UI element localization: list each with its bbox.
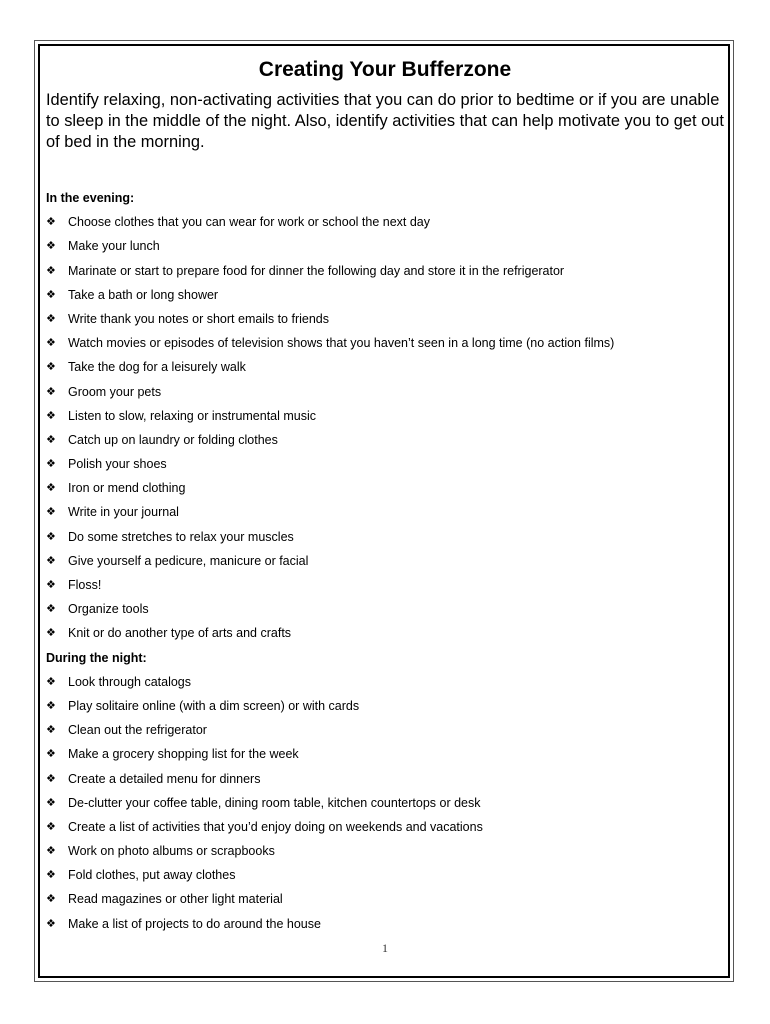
diamond-bullet-icon: ❖ bbox=[46, 627, 56, 640]
list-item-text: Make a grocery shopping list for the week bbox=[68, 747, 299, 762]
list-item-text: Organize tools bbox=[68, 602, 149, 617]
list-item-text: Do some stretches to relax your muscles bbox=[68, 529, 294, 544]
list-item-text: Give yourself a pedicure, manicure or facial bbox=[68, 553, 309, 568]
diamond-bullet-icon: ❖ bbox=[46, 530, 56, 543]
night-heading: During the night: bbox=[46, 650, 147, 665]
evening-list bbox=[46, 210, 726, 645]
diamond-bullet-icon: ❖ bbox=[46, 724, 56, 737]
activity-lists bbox=[46, 186, 726, 936]
list-item-text: Make your lunch bbox=[68, 239, 160, 254]
list-item bbox=[46, 621, 726, 645]
list-item bbox=[46, 259, 726, 283]
list-item bbox=[46, 694, 726, 718]
diamond-bullet-icon: ❖ bbox=[46, 264, 56, 277]
list-item bbox=[46, 355, 726, 379]
list-item bbox=[46, 500, 726, 524]
diamond-bullet-icon: ❖ bbox=[46, 458, 56, 471]
diamond-bullet-icon: ❖ bbox=[46, 893, 56, 906]
list-item-text: Iron or mend clothing bbox=[68, 481, 186, 496]
diamond-bullet-icon: ❖ bbox=[46, 216, 56, 229]
list-item-text: Choose clothes that you can wear for work or school the next day bbox=[68, 215, 430, 230]
diamond-bullet-icon: ❖ bbox=[46, 820, 56, 833]
diamond-bullet-icon: ❖ bbox=[46, 506, 56, 519]
diamond-bullet-icon: ❖ bbox=[46, 772, 56, 785]
list-item-text: Fold clothes, put away clothes bbox=[68, 868, 236, 883]
list-item bbox=[46, 331, 726, 355]
list-item bbox=[46, 549, 726, 573]
diamond-bullet-icon: ❖ bbox=[46, 361, 56, 374]
list-item-text: Take a bath or long shower bbox=[68, 287, 219, 302]
list-item bbox=[46, 742, 726, 766]
list-item-text: Marinate or start to prepare food for dinner the following day and store it in the refrigerator bbox=[68, 263, 565, 278]
diamond-bullet-icon: ❖ bbox=[46, 482, 56, 495]
diamond-bullet-icon: ❖ bbox=[46, 579, 56, 591]
list-item bbox=[46, 718, 726, 742]
diamond-bullet-icon: ❖ bbox=[46, 603, 56, 616]
diamond-bullet-icon: ❖ bbox=[46, 409, 56, 422]
list-item-text: Take the dog for a leisurely walk bbox=[68, 360, 246, 375]
list-item bbox=[46, 234, 726, 258]
list-item bbox=[46, 887, 726, 911]
diamond-bullet-icon: ❖ bbox=[46, 385, 56, 398]
list-item bbox=[46, 404, 726, 428]
list-item-text: Groom your pets bbox=[68, 384, 162, 399]
list-item-text: Floss! bbox=[68, 578, 102, 592]
list-item-text: Knit or do another type of arts and crafts bbox=[68, 626, 292, 641]
diamond-bullet-icon: ❖ bbox=[46, 554, 56, 567]
list-item-text: Look through catalogs bbox=[68, 674, 192, 689]
list-item bbox=[46, 428, 726, 452]
list-item-text: Make a list of projects to do around the house bbox=[68, 916, 321, 931]
list-item-text: Create a list of activities that you’d enjoy doing on weekends and vacations bbox=[68, 819, 483, 834]
diamond-bullet-icon: ❖ bbox=[46, 917, 56, 930]
diamond-bullet-icon: ❖ bbox=[46, 288, 56, 301]
diamond-bullet-icon: ❖ bbox=[46, 675, 56, 688]
list-item-text: Catch up on laundry or folding clothes bbox=[68, 432, 278, 447]
list-item-text: Watch movies or episodes of television shows that you haven’t seen in a long time (no action films) bbox=[68, 336, 615, 351]
list-item bbox=[46, 452, 726, 476]
diamond-bullet-icon: ❖ bbox=[46, 845, 56, 858]
list-item bbox=[46, 839, 726, 863]
night-list bbox=[46, 670, 726, 936]
list-item-text: Read magazines or other light material bbox=[68, 892, 283, 907]
list-item-text: Write in your journal bbox=[68, 505, 179, 520]
list-item bbox=[46, 476, 726, 500]
evening-heading: In the evening: bbox=[46, 191, 135, 205]
list-item bbox=[46, 791, 726, 815]
list-item-text: De-clutter your coffee table, dining room table, kitchen countertops or desk bbox=[68, 795, 481, 810]
page-title: Creating Your Bufferzone bbox=[258, 58, 512, 81]
list-item-text: Polish your shoes bbox=[68, 457, 167, 472]
list-item bbox=[46, 210, 726, 234]
list-item bbox=[46, 912, 726, 936]
list-item bbox=[46, 863, 726, 887]
list-item-text: Work on photo albums or scrapbooks bbox=[68, 844, 275, 859]
diamond-bullet-icon: ❖ bbox=[46, 312, 56, 325]
diamond-bullet-icon: ❖ bbox=[46, 748, 56, 761]
list-item bbox=[46, 767, 726, 791]
list-item-text: Listen to slow, relaxing or instrumental music bbox=[68, 408, 317, 423]
diamond-bullet-icon: ❖ bbox=[46, 796, 56, 809]
list-item-text: Play solitaire online (with a dim screen) or with cards bbox=[68, 698, 360, 713]
list-item-text: Create a detailed menu for dinners bbox=[68, 771, 261, 786]
diamond-bullet-icon: ❖ bbox=[46, 433, 56, 446]
list-item-text: Write thank you notes or short emails to friends bbox=[68, 311, 329, 326]
list-item bbox=[46, 573, 726, 597]
list-item bbox=[46, 307, 726, 331]
list-item bbox=[46, 525, 726, 549]
list-item bbox=[46, 283, 726, 307]
list-item bbox=[46, 670, 726, 694]
list-item bbox=[46, 597, 726, 621]
diamond-bullet-icon: ❖ bbox=[46, 699, 56, 712]
page-number: 1 bbox=[382, 941, 388, 955]
list-item bbox=[46, 815, 726, 839]
list-item bbox=[46, 380, 726, 404]
intro-paragraph: Identify relaxing, non-activating activities that you can do prior to bedtime or if you are unable to sleep in the middle of the night. Also, identify activities that can help motivate you to get out of bed in the morning. bbox=[46, 91, 724, 151]
diamond-bullet-icon: ❖ bbox=[46, 240, 56, 253]
diamond-bullet-icon: ❖ bbox=[46, 869, 56, 882]
list-item-text: Clean out the refrigerator bbox=[68, 723, 207, 738]
diamond-bullet-icon: ❖ bbox=[46, 337, 56, 350]
